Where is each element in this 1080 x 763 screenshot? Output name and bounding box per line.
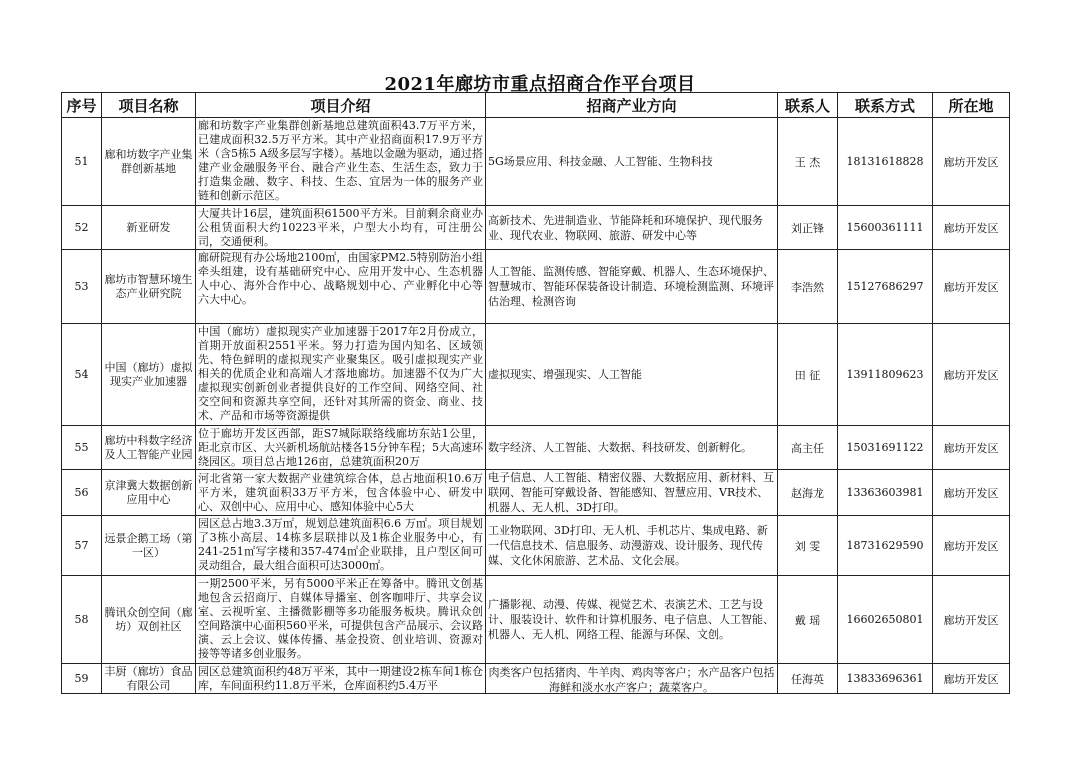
project-intro-text: 位于廊坊开发区西部，距S7城际联络线廊坊东站1公里，距北京市区、大兴新机场航站楼各15分钟车程；5大高速环绕园区。项目总占地126亩，总建筑面积20万 bbox=[198, 426, 483, 468]
contact-phone: 18131618828 bbox=[838, 118, 933, 206]
row-index: 53 bbox=[62, 250, 102, 324]
project-intro-text: 中国（廊坊）虚拟现实产业加速器于2017年2月份成立，首期开放面积2551平米。努力打造为国内知名、区域领先、特色鲜明的虚拟现实产业聚集区。吸引虚拟现实产业相关的优质企业和高端人才落地廊坊。加速器不仅为广大虚拟现实创新创业者提供良好的工作空间、网络空间、社交空间和资源共享空间，还针对其所需的资金、商业、技术、产品和市场等资源提供 bbox=[198, 324, 483, 422]
row-index: 54 bbox=[62, 324, 102, 426]
contact-person: 田 征 bbox=[778, 324, 838, 426]
table-row bbox=[62, 470, 1010, 516]
project-name: 远景企鹅工场（第一区） bbox=[102, 516, 196, 576]
contact-phone: 15031691122 bbox=[838, 426, 933, 470]
header-name: 项目名称 bbox=[102, 93, 196, 118]
project-intro bbox=[196, 118, 486, 206]
table-row bbox=[62, 426, 1010, 470]
project-intro bbox=[196, 206, 486, 250]
table-row bbox=[62, 576, 1010, 664]
industry-direction: 人工智能、监测传感、智能穿戴、机器人、生态环境保护、智慧城市、智能环保装备设计制造、环境检测监测、环境评估治理、检测咨询 bbox=[486, 250, 778, 324]
header-phone: 联系方式 bbox=[838, 93, 933, 118]
contact-person: 戴 瑶 bbox=[778, 576, 838, 664]
project-intro-text: 廊研院现有办公场地2100㎡，由国家PM2.5特别防治小组牵头组建，设有基础研究中心、应用开发中心、生态机器人中心、海外合作中心、战略规划中心、产业孵化中心等六大中心。 bbox=[198, 250, 483, 306]
contact-person: 王 杰 bbox=[778, 118, 838, 206]
table-row bbox=[62, 118, 1010, 206]
project-intro-text: 廊和坊数字产业集群创新基地总建筑面积43.7万平方米，已建成面积32.5万平方米。其中产业招商面积17.9万平方米（含5栋5 A级多层写字楼）。基地以金融为驱动，通过搭建产业金融服务平台、融合产业生态、生活生态，致力于打造集金融、数字、科技、生态、宜居为一体的服务产业链和创新示范区。 bbox=[198, 118, 483, 202]
row-index: 56 bbox=[62, 470, 102, 516]
industry-direction: 5G场景应用、科技金融、人工智能、生物科技 bbox=[486, 118, 778, 206]
contact-person: 刘 雯 bbox=[778, 516, 838, 576]
project-name: 丰厨（廊坊）食品有限公司 bbox=[102, 664, 196, 694]
project-intro-text: 园区总建筑面积约48万平米，其中一期建设2栋车间1栋仓库，车间面积约11.8万平米，仓库面积约5.4万平 bbox=[198, 664, 483, 692]
table-row bbox=[62, 516, 1010, 576]
location: 廊坊开发区 bbox=[933, 206, 1010, 250]
industry-direction: 数字经济、人工智能、大数据、科技研发、创新孵化。 bbox=[486, 426, 778, 470]
contact-phone: 16602650801 bbox=[838, 576, 933, 664]
contact-phone: 13833696361 bbox=[838, 664, 933, 694]
contact-person: 李浩然 bbox=[778, 250, 838, 324]
contact-person: 任海英 bbox=[778, 664, 838, 694]
project-intro bbox=[196, 516, 486, 576]
project-table bbox=[61, 92, 1010, 694]
contact-phone: 13911809623 bbox=[838, 324, 933, 426]
location: 廊坊开发区 bbox=[933, 324, 1010, 426]
project-name: 新亚研发 bbox=[102, 206, 196, 250]
table-row bbox=[62, 324, 1010, 426]
contact-phone: 13363603981 bbox=[838, 470, 933, 516]
location: 廊坊开发区 bbox=[933, 516, 1010, 576]
project-name: 廊坊市智慧环境生态产业研究院 bbox=[102, 250, 196, 324]
location: 廊坊开发区 bbox=[933, 664, 1010, 694]
industry-direction: 工业物联网、3D打印、无人机、手机芯片、集成电路、新一代信息技术、信息服务、动漫游戏、设计服务、现代传媒、文化休闲旅游、艺术品、文化会展。 bbox=[486, 516, 778, 576]
project-intro bbox=[196, 664, 486, 694]
row-index: 51 bbox=[62, 118, 102, 206]
contact-person: 高主任 bbox=[778, 426, 838, 470]
row-index: 59 bbox=[62, 664, 102, 694]
project-intro bbox=[196, 470, 486, 516]
contact-person: 刘正锋 bbox=[778, 206, 838, 250]
project-intro bbox=[196, 426, 486, 470]
header-row bbox=[62, 93, 1010, 118]
contact-phone: 15127686297 bbox=[838, 250, 933, 324]
table-row bbox=[62, 250, 1010, 324]
location: 廊坊开发区 bbox=[933, 470, 1010, 516]
row-index: 57 bbox=[62, 516, 102, 576]
header-index: 序号 bbox=[62, 93, 102, 118]
project-name: 中国（廊坊）虚拟现实产业加速器 bbox=[102, 324, 196, 426]
industry-direction: 高新技术、先进制造业、节能降耗和环境保护、现代服务业、现代农业、物联网、旅游、研发中心等 bbox=[486, 206, 778, 250]
row-index: 58 bbox=[62, 576, 102, 664]
table-row bbox=[62, 664, 1010, 694]
project-name: 腾讯众创空间（廊坊）双创社区 bbox=[102, 576, 196, 664]
project-intro bbox=[196, 250, 486, 324]
project-name: 廊坊中科数字经济及人工智能产业园 bbox=[102, 426, 196, 470]
industry-direction bbox=[486, 664, 778, 694]
location: 廊坊开发区 bbox=[933, 426, 1010, 470]
row-index: 52 bbox=[62, 206, 102, 250]
industry-direction: 虚拟现实、增强现实、人工智能 bbox=[486, 324, 778, 426]
header-contact: 联系人 bbox=[778, 93, 838, 118]
project-intro-text: 一期2500平米，另有5000平米正在筹备中。腾讯文创基地包含云招商厅、自媒体导播室、创客咖啡厅、共享会议室、云视听室、主播微影棚等多功能服务板块。腾讯众创空间路演中心面积560平米，可提供包含产品展示、会议路演、云上会议、媒体传播、基金投资、创业培训、资源对接等等诸多创业服务。 bbox=[198, 576, 483, 660]
row-index: 55 bbox=[62, 426, 102, 470]
header-location: 所在地 bbox=[933, 93, 1010, 118]
project-intro bbox=[196, 576, 486, 664]
location: 廊坊开发区 bbox=[933, 118, 1010, 206]
header-direction: 招商产业方向 bbox=[486, 93, 778, 118]
table-row bbox=[62, 206, 1010, 250]
location: 廊坊开发区 bbox=[933, 250, 1010, 324]
contact-phone: 18731629590 bbox=[838, 516, 933, 576]
project-name: 京津冀大数据创新应用中心 bbox=[102, 470, 196, 516]
contact-person: 赵海龙 bbox=[778, 470, 838, 516]
project-intro bbox=[196, 324, 486, 426]
project-intro-text: 园区总占地3.3万㎡，规划总建筑面积6.6 万㎡。项目规划了3栋小高层、14栋多层联排以及1栋企业服务中心，有241-251㎡写字楼和357-474㎡企业联排，且户型区间可灵动组合，最大组合面积可达3000㎡。 bbox=[198, 516, 483, 572]
header-intro: 项目介绍 bbox=[196, 93, 486, 118]
page-title: 2021年廊坊市重点招商合作平台项目 bbox=[384, 74, 696, 95]
industry-direction: 电子信息、人工智能、精密仪器、大数据应用、新材料、互联网、智能可穿戴设备、智能感知、智慧应用、VR技术、机器人、无人机、3D打印。 bbox=[486, 470, 778, 516]
industry-direction-text: 肉类客户包括猪肉、牛羊肉、鸡肉等客户；水产品客户包括海鲜和淡水水产客户；蔬菜客户。 bbox=[488, 665, 775, 693]
project-intro-text: 大厦共计16层，建筑面积61500平方米。目前剩余商业办公租赁面积大约10223平米，户型大小均有，可注册公司，交通便利。 bbox=[198, 206, 483, 248]
project-name: 廊和坊数字产业集群创新基地 bbox=[102, 118, 196, 206]
project-intro-text: 河北省第一家大数据产业建筑综合体，总占地面积10.6万平方米，建筑面积33万平方米，包含体验中心、研发中心、双创中心、应用中心、感知体验中心5大 bbox=[198, 471, 483, 513]
location: 廊坊开发区 bbox=[933, 576, 1010, 664]
industry-direction: 广播影视、动漫、传媒、视觉艺术、表演艺术、工艺与设计、服装设计、软件和计算机服务、电子信息、人工智能、机器人、无人机、网络工程、能源与环保、文创。 bbox=[486, 576, 778, 664]
contact-phone: 15600361111 bbox=[838, 206, 933, 250]
